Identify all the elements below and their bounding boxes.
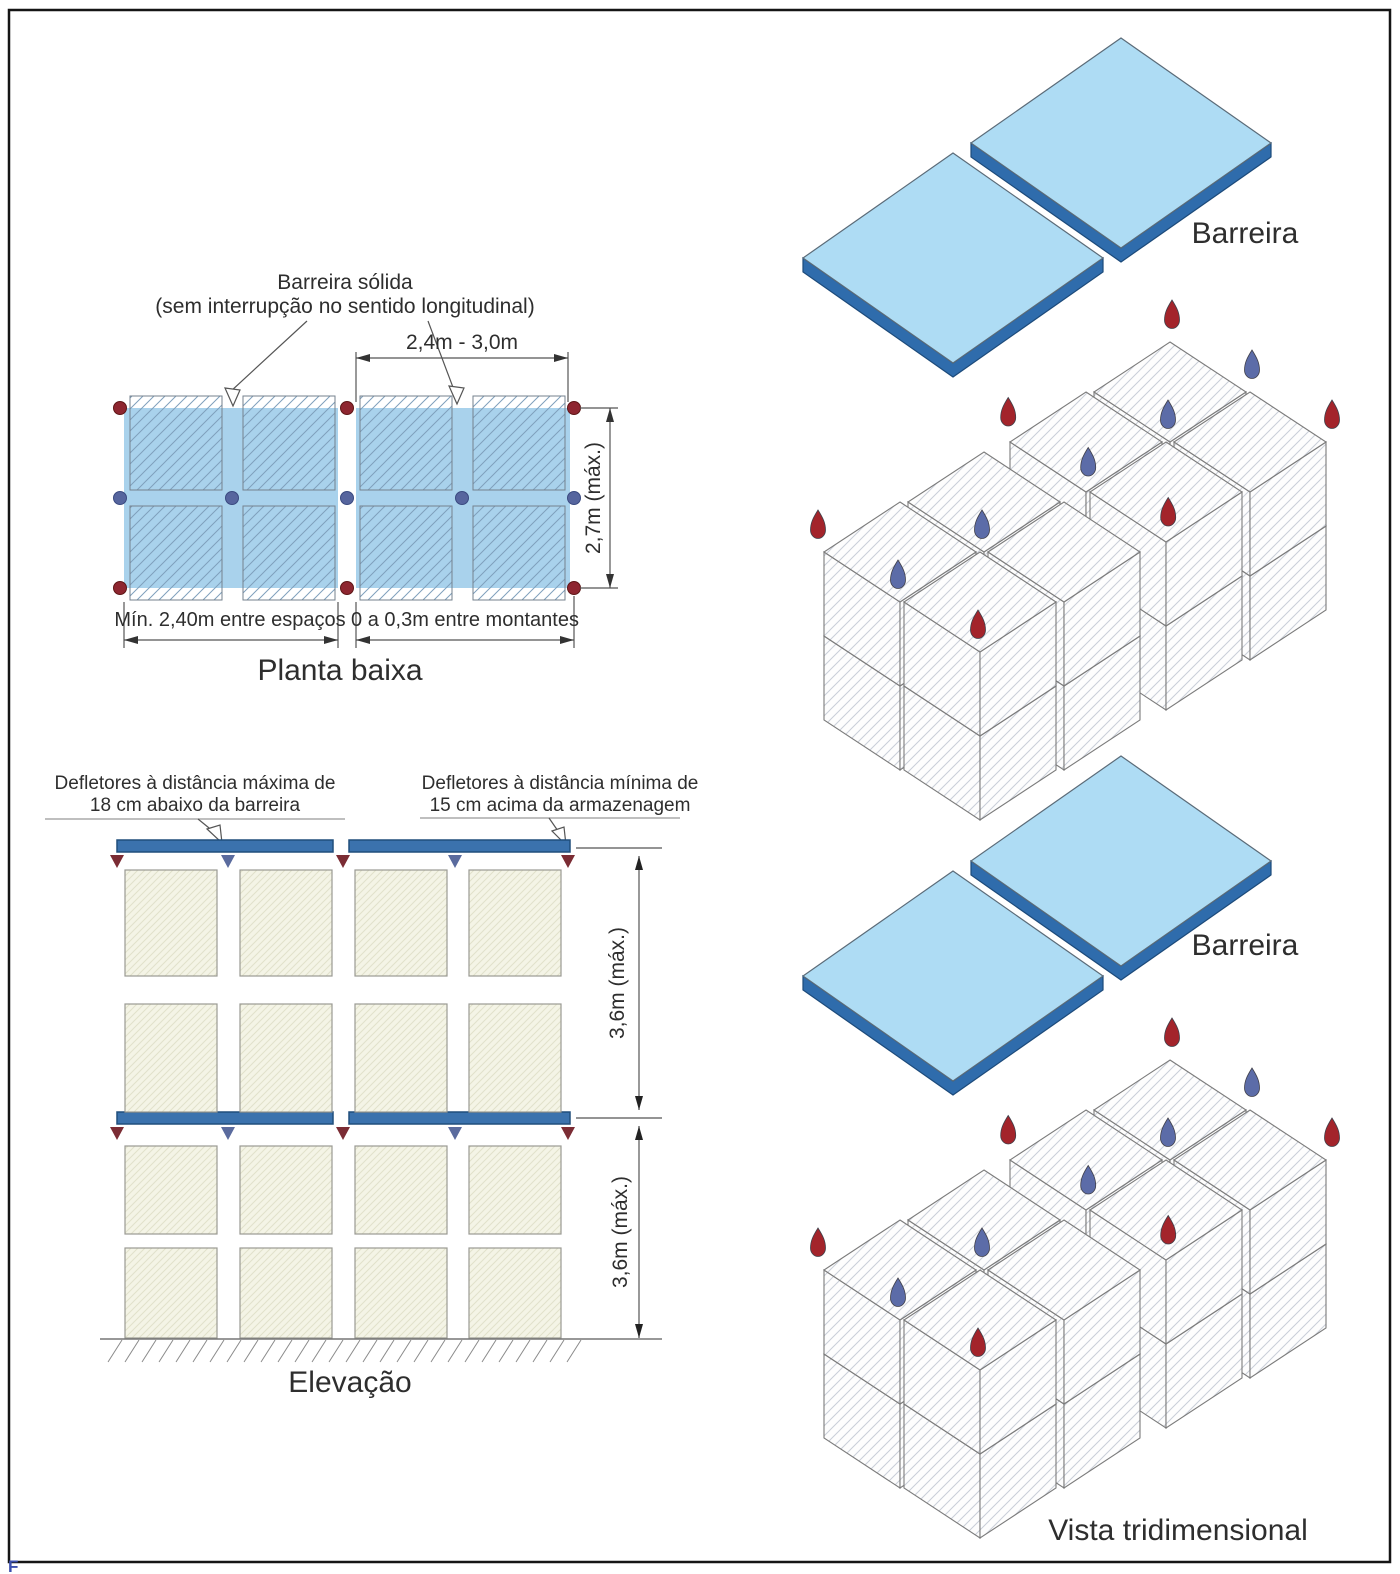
ground-hatch-tick xyxy=(431,1340,445,1362)
ground-hatch-tick xyxy=(176,1340,190,1362)
ground-hatch-tick xyxy=(159,1340,173,1362)
red-location-pin xyxy=(1165,1018,1180,1047)
dim-height-label: 2,7m (máx.) xyxy=(582,441,605,555)
3d-view-title: Vista tridimensional xyxy=(1048,1514,1308,1547)
3d-view-bottom xyxy=(803,756,1340,1547)
ground-hatch-tick xyxy=(414,1340,428,1362)
ground-hatch-tick xyxy=(516,1340,530,1362)
barrier-solid-label-line2: (sem interrupção no sentido longitudinal) xyxy=(155,295,535,318)
leader-line xyxy=(230,321,307,392)
red-location-pin xyxy=(1325,400,1340,429)
dim-width-lines xyxy=(356,352,568,402)
dim-arrow xyxy=(324,636,338,644)
deflector-right-label-line2: 15 cm acima da armazenagem xyxy=(429,795,691,816)
ground-hatch-tick xyxy=(312,1340,326,1362)
red-location-pin xyxy=(1325,1118,1340,1147)
ground-hatch-tick xyxy=(465,1340,479,1362)
dim-arrow xyxy=(560,636,574,644)
barrier-label-bottom: Barreira xyxy=(1191,929,1299,962)
red-location-pin xyxy=(1165,300,1180,329)
dim-width-label: 2,4m - 3,0m xyxy=(405,331,519,354)
storage-boxes xyxy=(125,870,561,1338)
dim-arrow xyxy=(606,408,614,422)
ground-hatch-tick xyxy=(499,1340,513,1362)
deflector-right-label-line1: Defletores à distância mínima de xyxy=(421,773,699,794)
ground-hatch-tick xyxy=(482,1340,496,1362)
elevation-view xyxy=(45,773,698,1399)
barrier-label-top: Barreira xyxy=(1191,217,1299,250)
dim-arrow xyxy=(124,636,138,644)
deflector-left-label-line2: 18 cm abaixo da barreira xyxy=(89,795,301,816)
dim-arrow xyxy=(554,354,568,362)
blue-location-pin xyxy=(1245,350,1260,379)
barrier-solid-label-line1: Barreira sólida xyxy=(277,271,413,294)
ground-hatch-tick xyxy=(550,1340,564,1362)
storage-cluster-bottom xyxy=(811,1018,1340,1538)
dim-upper-label: 3,6m (máx.) xyxy=(606,926,629,1040)
dim-arrow xyxy=(635,1096,643,1110)
ground-hatch-tick xyxy=(295,1340,309,1362)
red-location-pin xyxy=(1001,398,1016,427)
3d-view-top xyxy=(803,38,1340,820)
dim-arrow xyxy=(635,856,643,870)
ground-hatch-tick xyxy=(261,1340,275,1362)
red-location-pin xyxy=(811,1228,826,1257)
ground-hatch-tick xyxy=(380,1340,394,1362)
dim-gap-label: 0 a 0,3m entre montantes xyxy=(351,609,579,631)
plan-view xyxy=(114,271,619,687)
ground-hatch xyxy=(108,1340,581,1362)
dim-arrow xyxy=(635,1324,643,1338)
leader-arrow xyxy=(225,388,240,406)
ground-hatch-tick xyxy=(567,1340,581,1362)
dim-arrow xyxy=(635,1126,643,1140)
dim-arrow xyxy=(356,354,370,362)
blue-location-pin xyxy=(1245,1068,1260,1097)
ground-hatch-tick xyxy=(210,1340,224,1362)
ground-hatch-tick xyxy=(108,1340,122,1362)
ground-hatch-tick xyxy=(533,1340,547,1362)
ground-hatch-tick xyxy=(329,1340,343,1362)
ground-hatch-tick xyxy=(346,1340,360,1362)
ground-hatch-tick xyxy=(227,1340,241,1362)
ground-hatch-tick xyxy=(244,1340,258,1362)
red-location-pin xyxy=(811,510,826,539)
ground-hatch-tick xyxy=(193,1340,207,1362)
dim-arrow xyxy=(356,636,370,644)
ground-hatch-tick xyxy=(363,1340,377,1362)
storage-cluster-top xyxy=(811,300,1340,820)
figure-caption-fragment: F xyxy=(8,1557,19,1574)
dim-lower-label: 3,6m (máx.) xyxy=(609,1175,632,1289)
ground-hatch-tick xyxy=(125,1340,139,1362)
deflector-left-label-line1: Defletores à distância máxima de xyxy=(54,773,336,794)
ground-hatch-tick xyxy=(278,1340,292,1362)
plan-title: Planta baixa xyxy=(257,654,423,687)
elevation-title: Elevação xyxy=(288,1366,412,1399)
red-location-pin xyxy=(1001,1116,1016,1145)
dim-arrow xyxy=(606,574,614,588)
ground-hatch-tick xyxy=(397,1340,411,1362)
ground-hatch-tick xyxy=(448,1340,462,1362)
dim-spacing-label: Mín. 2,40m entre espaços xyxy=(114,609,346,631)
ground-hatch-tick xyxy=(142,1340,156,1362)
